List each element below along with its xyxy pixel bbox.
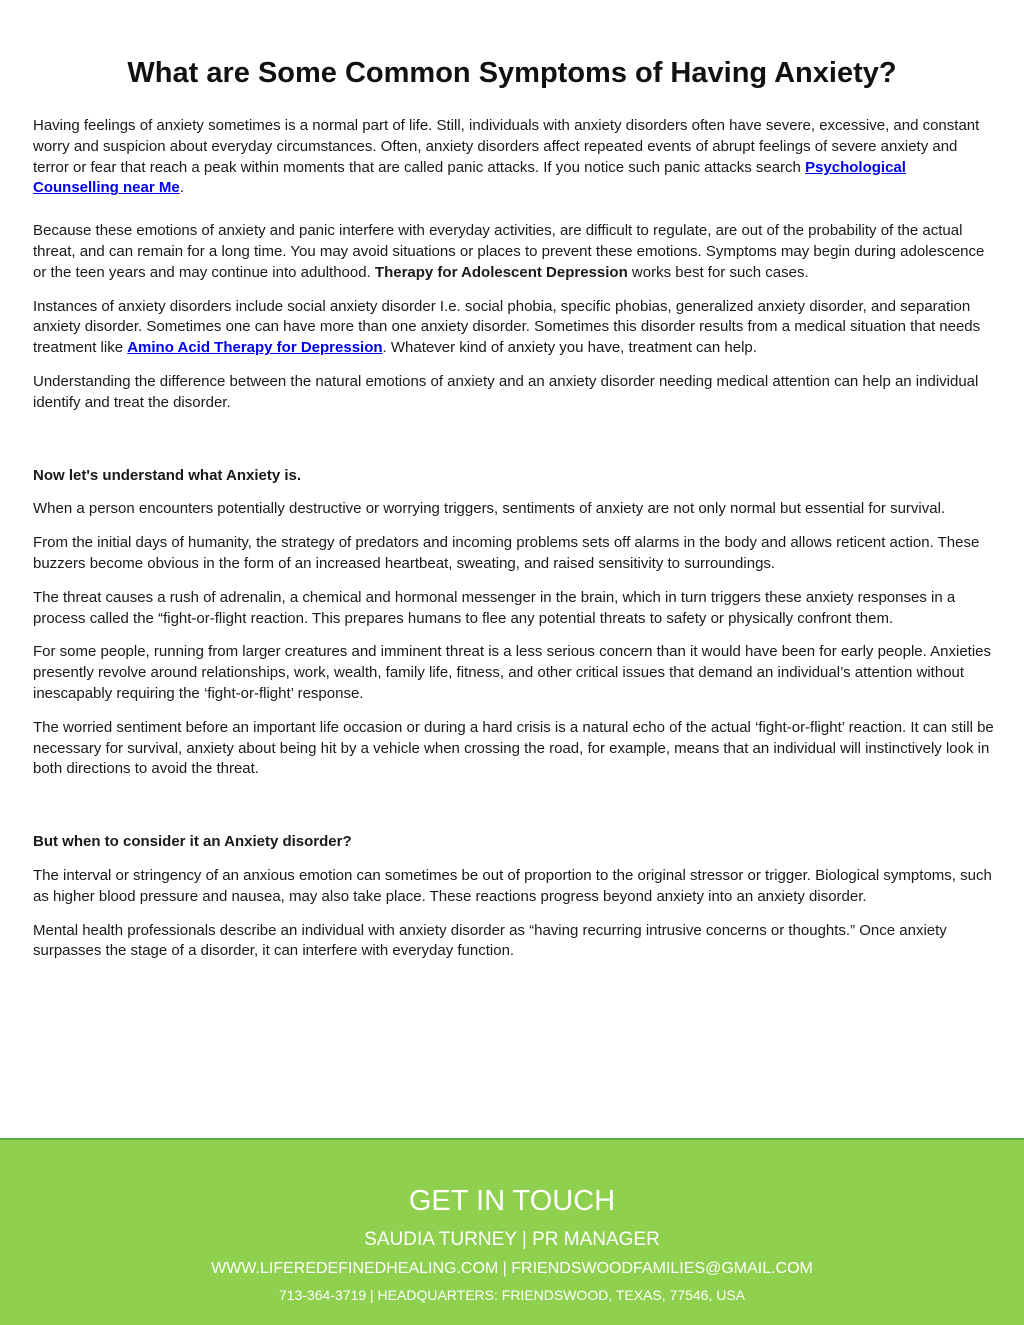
page-title: What are Some Common Symptoms of Having Anxiety? [127, 57, 897, 90]
footer-website-email: WWW.LIFEREDEFINEDHEALING.COM | FRIENDSWOODFAMILIES@GMAIL.COM [211, 1260, 813, 1277]
paragraph-text: Instances of anxiety disorders include social anxiety disorder I.e. social phobia, specific phobias, generalized anxiety disorder, and separation anxiety disorder. Sometimes one can have more than one anxiety disorder. Sometimes this disorder results from a medical situation that needs treatment like [33, 297, 981, 357]
paragraph-modern-anxieties: For some people, running from larger creatures and imminent threat is a less serious concern than it would have been for early people. Anxieties presently revolve around relationships, work, wealth, family life, fitness, and other critical issues that demand an individual’s attention without inescapably requiring the ‘fight-or-flight’ response. [33, 643, 992, 702]
paragraph-text: . [179, 179, 184, 197]
contact-footer [0, 1138, 1024, 1325]
footer-contact-person: SAUDIA TURNEY | PR MANAGER [364, 1229, 660, 1250]
paragraph-text: works best for such cases. [627, 263, 809, 281]
psychological-counselling-link[interactable]: Psychological Counselling near Me [33, 158, 906, 197]
paragraph-intro [33, 116, 995, 199]
amino-acid-therapy-link[interactable]: Amino Acid Therapy for Depression [127, 339, 383, 357]
paragraph-understanding: Understanding the difference between the natural emotions of anxiety and an anxiety disorder needing medical attention can help an individual identify and treat the disorder. [33, 372, 979, 411]
paragraph-worried-sentiment: The worried sentiment before an important life occasion or during a hard crisis is a natural echo of the actual ‘fight-or-flight’ reaction. It can still be necessary for survival, anxiety about being hit by a vehicle when crossing the road, for example, means that an individual will instinctively look in both directions to avoid the threat. [33, 718, 994, 778]
paragraph-text: Having feelings of anxiety sometimes is a normal part of life. Still, individuals with anxiety disorders often have severe, excessive, and constant worry and suspicion about everyday circumstances. Often, anxiety disorders affect repeated events of abrupt feelings of severe anxiety and terror or fear that reach a peak within moments that are called panic attacks. If you notice such panic attacks search [33, 117, 980, 176]
paragraph-instances [33, 297, 995, 359]
paragraph-emotions [33, 221, 995, 283]
paragraph-text: Because these emotions of anxiety and panic interfere with everyday activities, are difficult to regulate, are out of the probability of the actual threat, and can remain for a long time. You may avoid situations or places to prevent these emotions. Symptoms may begin during adolescence or the teen years and may continue into adulthood. [33, 222, 985, 281]
footer-title: GET IN TOUCH [408, 1185, 616, 1217]
paragraph-professionals: Mental health professionals describe an individual with anxiety disorder as “having recurring intrusive concerns or thoughts.” Once anxiety surpasses the stage of a disorder, it can interfere with everyday function. [33, 921, 947, 960]
footer-phone-address: 713-364-3719 | HEADQUARTERS: FRIENDSWOOD, TEXAS, 77546, USA [278, 1287, 746, 1303]
paragraph-humanity: From the initial days of humanity, the strategy of predators and incoming problems sets off alarms in the body and allows reticent action. These buzzers become obvious in the form of an increased heartbeat, sweating, and raised sensitivity to surroundings. [33, 534, 980, 572]
section-heading-anxiety-disorder: But when to consider it an Anxiety disorder? [33, 833, 352, 851]
paragraph-adrenalin: The threat causes a rush of adrenalin, a chemical and hormonal messenger in the brain, which in turn triggers these anxiety responses in a process called the “fight-or-flight reaction. This prepares humans to flee any potential threats to safety or physically confront them. [33, 588, 956, 627]
article-body [33, 116, 995, 962]
paragraph-text: . Whatever kind of anxiety you have, treatment can help. [382, 339, 757, 357]
paragraph-interval: The interval or stringency of an anxious emotion can sometimes be out of proportion to the original stressor or trigger. Biological symptoms, such as higher blood pressure and nausea, may also take place. These reactions progress beyond anxiety into an anxiety disorder. [33, 866, 992, 905]
paragraph-survival: When a person encounters potentially destructive or worrying triggers, sentiments of anxiety are not only normal but essential for survival. [33, 500, 946, 518]
therapy-adolescent-depression-text: Therapy for Adolescent Depression [374, 263, 628, 281]
section-heading-what-is-anxiety: Now let's understand what Anxiety is. [33, 466, 302, 484]
